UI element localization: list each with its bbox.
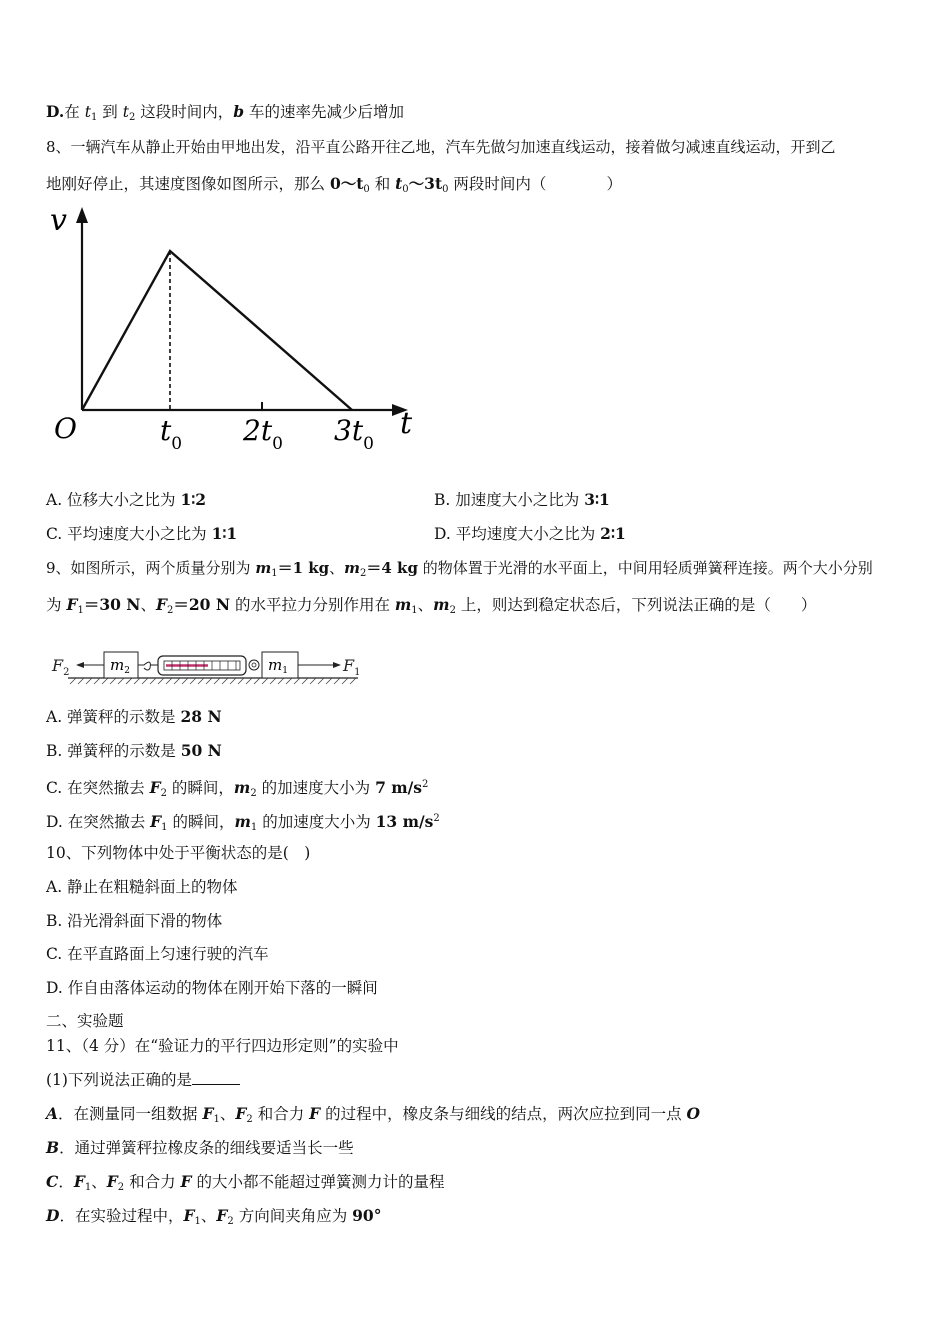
q10-option-a: A. 静止在粗糙斜面上的物体 [46,878,238,896]
q8-stem-line2: 地刚好停止，其速度图像如图所示，那么 $0\sim t_0$ 和 $t_0\sim 3t_0$ 两段时间内（ ） [46,174,622,195]
q9-option-d: D. 在突然撤去 $F_1$ 的瞬间，$m_1$ 的加速度大小为 13 $m/s^2$ [46,812,440,833]
q11-option-b: B．通过弹簧秤拉橡皮条的细线要适当长一些 [46,1138,354,1157]
q10-option-c: C. 在平直路面上匀速行驶的汽车 [46,945,269,963]
q8-option-a: A. 位移大小之比为 1∶2 [46,490,207,509]
f1-arrowhead [333,662,341,668]
q9-spring-scale-figure [48,648,368,690]
q9-stem-line1: 9、如图所示，两个质量分别为 $m_1=1$ kg、$m_2=4$ kg 的物体置于光滑的水平面上，中间用轻质弹簧秤连接。两个大小分别 [46,559,873,579]
velocity-line [82,251,352,410]
section-heading-experiment: 二、实验题 [46,1012,124,1030]
q9-option-b: B. 弹簧秤的示数是 50 N [46,741,222,760]
q8-option-d: D. 平均速度大小之比为 2∶1 [434,524,626,543]
m1-label: $m_1$ [268,656,288,676]
hook-icon [138,662,150,670]
q11-sub1: (1)下列说法正确的是 [46,1070,240,1090]
m2-label: $m_2$ [110,656,130,676]
q8-option-b: B. 加速度大小之比为 3∶1 [434,490,610,509]
q8-velocity-time-graph [40,195,430,470]
q10-option-d: D. 作自由落体运动的物体在刚开始下落的一瞬间 [46,979,378,997]
q11-option-c: C．$F_1$、$F_2$ 和合力 F 的大小都不能超过弹簧测力计的量程 [46,1172,445,1193]
q8-stem-line1: 8、一辆汽车从静止开始由甲地出发，沿平直公路开往乙地，汽车先做匀加速直线运动，接着做匀减速直线运动，开到乙 [46,138,836,156]
q11-option-a: A．在测量同一组数据 $F_1$、$F_2$ 和合力 F 的过程中，橡皮条与细线的结点，两次应拉到同一点 O [46,1104,701,1125]
q11-option-d: D．在实验过程中，$F_1$、$F_2$ 方向间夹角应为 90° [46,1206,382,1227]
q11-stem: 11、（4 分）在“验证力的平行四边形定则”的实验中 [46,1037,399,1055]
f2-arrowhead [76,662,84,668]
q8-option-c: C. 平均速度大小之比为 1∶1 [46,524,238,543]
v-axis-label: v [50,203,67,238]
q7-option-d: D.在 $t_1$ 到 $t_2$ 这段时间内，b 车的速率先减少后增加 [46,102,405,123]
q10-stem: 10、下列物体中处于平衡状态的是( ) [46,844,311,862]
q9-option-a: A. 弹簧秤的示数是 28 N [46,707,222,726]
ring-icon [249,660,259,670]
q10-option-b: B. 沿光滑斜面下滑的物体 [46,912,223,930]
t-axis-label: t [400,406,413,441]
tick-label-2t0: $2t_0$ [243,414,283,454]
f1-label: $F_1$ [343,656,361,678]
q9-option-c: C. 在突然撤去 $F_2$ 的瞬间，$m_2$ 的加速度大小为 7 $m/s^2$ [46,778,429,799]
v-axis-arrow [76,207,88,223]
q9-stem-line2: 为 $F_1=30$ N、$F_2=20$ N 的水平拉力分别作用在 $m_1$、$m_2$ 上，则达到稳定状态后，下列说法正确的是（ ） [46,595,817,616]
f2-label: $F_2$ [52,656,70,678]
tick-label-3t0: $3t_0$ [334,414,374,454]
tick-label-t0: $t_0$ [160,414,183,454]
ground-hatch [70,678,356,684]
origin-label: O [54,412,77,445]
